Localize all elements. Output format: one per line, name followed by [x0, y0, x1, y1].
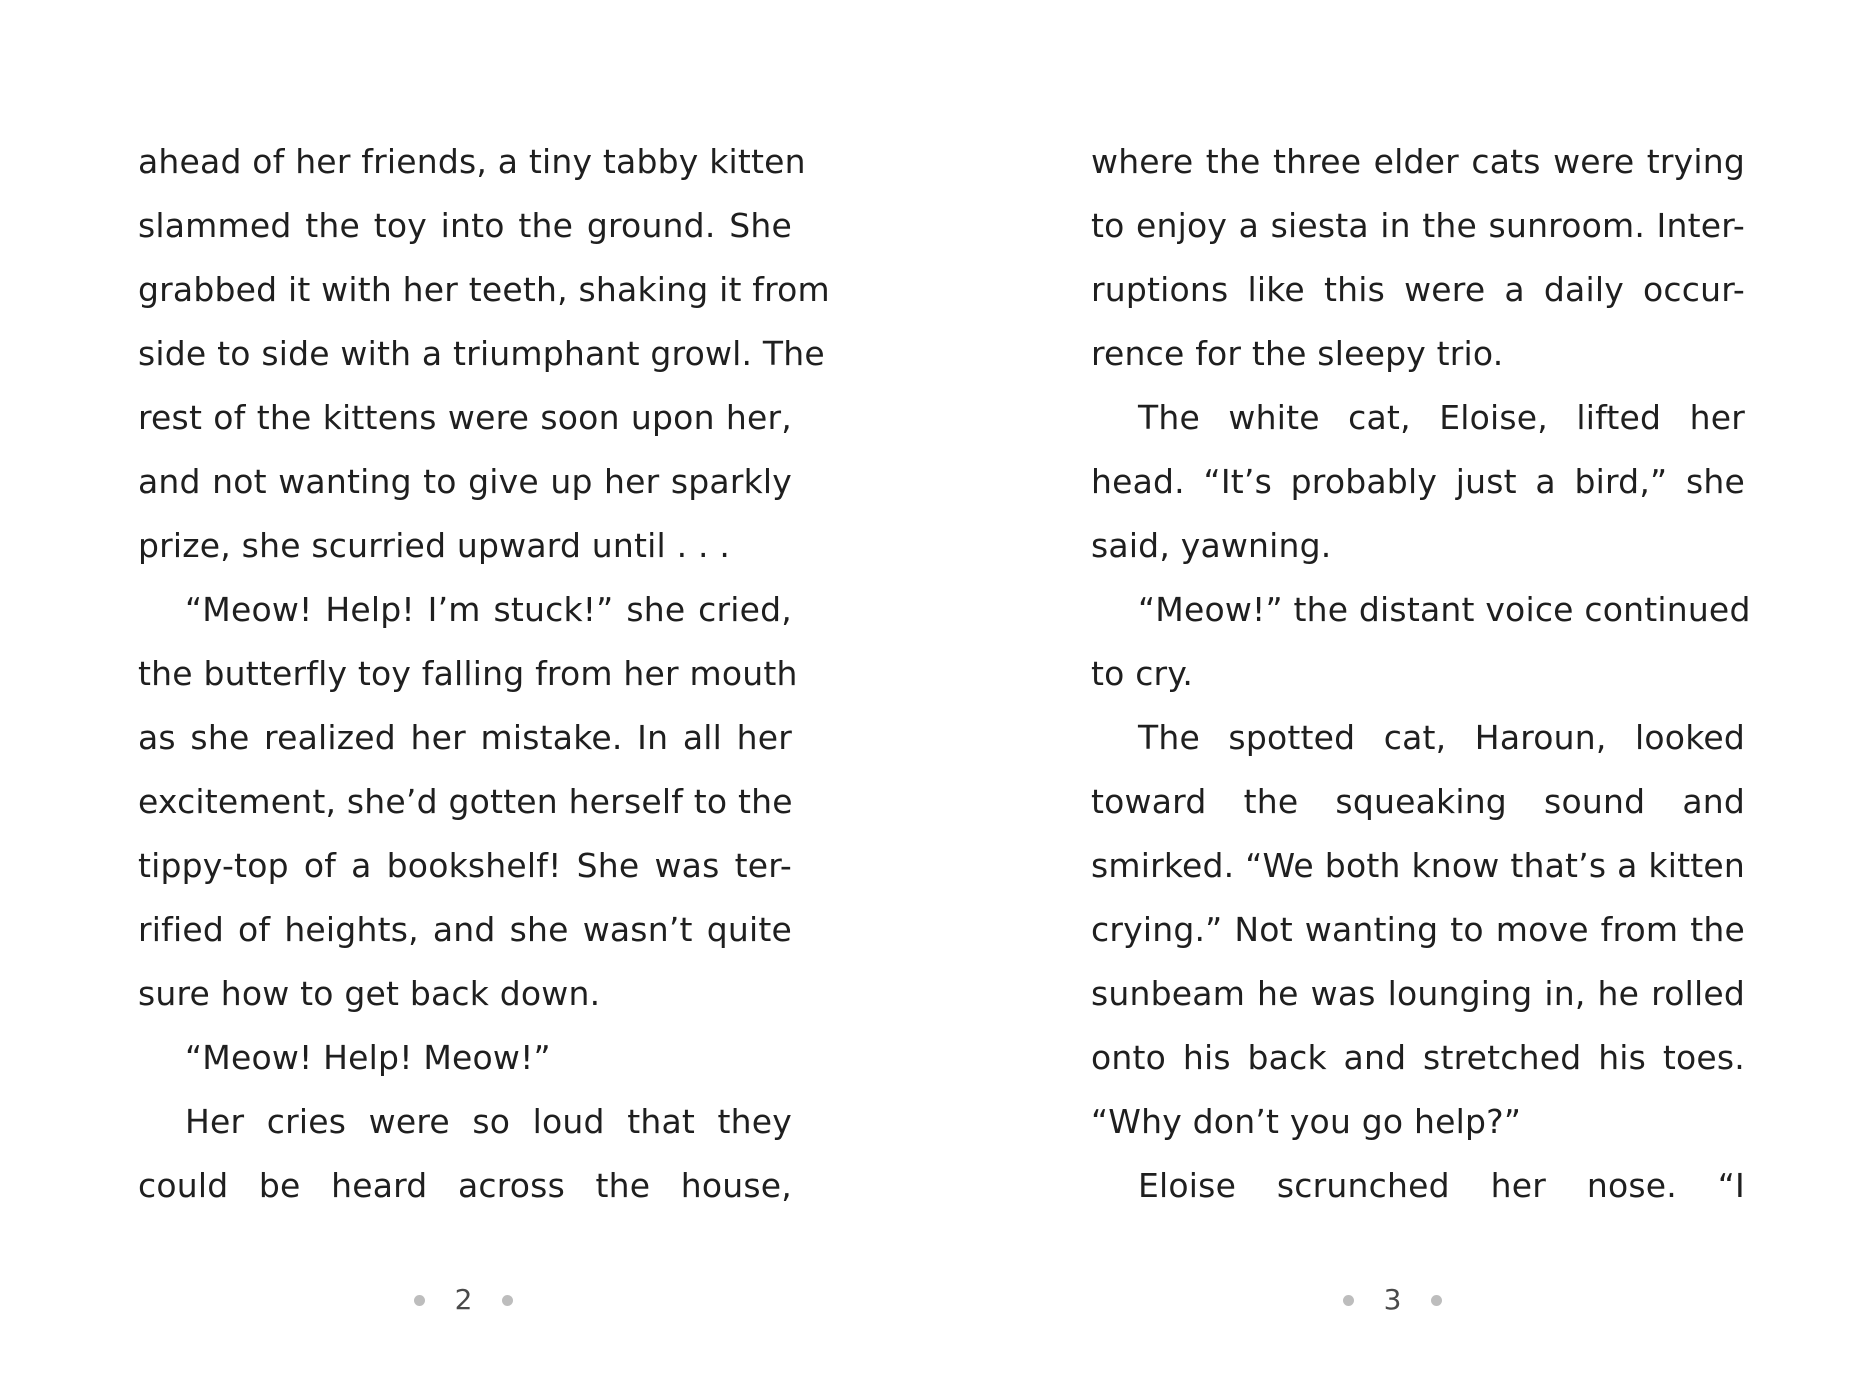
right-page-text-column [1091, 130, 1751, 1218]
text-line: slammed the toy into the ground. She [138, 206, 792, 245]
page-number: 3 [1383, 1283, 1402, 1316]
text-line: “Meow! Help! Meow!” [185, 1038, 551, 1077]
text-line: The white cat, Eloise, lifted her [1138, 398, 1745, 437]
left-page-text-column [138, 130, 830, 1218]
text-line: said, yawning. [1091, 526, 1332, 565]
text-line: The spotted cat, Haroun, looked [1138, 718, 1745, 757]
page-number-footer [926, 1280, 1859, 1320]
text-line: and not wanting to give up her sparkly [138, 462, 792, 501]
text-line: “Meow!” the distant voice continued [1138, 590, 1751, 629]
text-line: prize, she scurried upward until . . . [138, 526, 731, 565]
folio-dot-icon [1343, 1295, 1354, 1306]
text-line: ahead of her friends, a tiny tabby kitten [138, 142, 806, 181]
text-line: Her cries were so loud that they [185, 1102, 792, 1141]
text-line: smirked. “We both know that’s a kitten [1091, 846, 1745, 885]
page-number-footer [0, 1280, 930, 1320]
text-line: could be heard across the house, [138, 1166, 792, 1205]
text-line: side to side with a triumphant growl. The [138, 334, 825, 373]
text-line: the butterfly toy falling from her mouth [138, 654, 798, 693]
folio-dot-icon [502, 1295, 513, 1306]
folio-dot-icon [1431, 1295, 1442, 1306]
text-line: sunbeam he was lounging in, he rolled [1091, 974, 1745, 1013]
text-line: rence for the sleepy trio. [1091, 334, 1504, 373]
text-line: as she realized her mistake. In all her [138, 718, 792, 757]
text-line: to enjoy a siesta in the sunroom. Inter- [1091, 206, 1745, 245]
text-line: onto his back and stretched his toes. [1091, 1038, 1745, 1077]
text-line: “Meow! Help! I’m stuck!” she cried, [185, 590, 792, 629]
text-line: where the three elder cats were trying [1091, 142, 1745, 181]
text-line: head. “It’s probably just a bird,” she [1091, 462, 1745, 501]
text-line: tippy-top of a bookshelf! She was ter- [138, 846, 792, 885]
text-line: toward the squeaking sound and [1091, 782, 1745, 821]
text-line: “Why don’t you go help?” [1091, 1102, 1522, 1141]
text-line: grabbed it with her teeth, shaking it from [138, 270, 830, 309]
page-number: 2 [454, 1283, 473, 1316]
text-line: crying.” Not wanting to move from the [1091, 910, 1745, 949]
text-line: excitement, she’d gotten herself to the [138, 782, 793, 821]
folio-dot-icon [414, 1295, 425, 1306]
text-line: rest of the kittens were soon upon her, [138, 398, 792, 437]
text-line: sure how to get back down. [138, 974, 601, 1013]
text-line: ruptions like this were a daily occur- [1091, 270, 1745, 309]
text-line: Eloise scrunched her nose. “I [1138, 1166, 1745, 1205]
text-line: rified of heights, and she wasn’t quite [138, 910, 792, 949]
text-line: to cry. [1091, 654, 1194, 693]
right-page [933, 0, 1866, 1400]
